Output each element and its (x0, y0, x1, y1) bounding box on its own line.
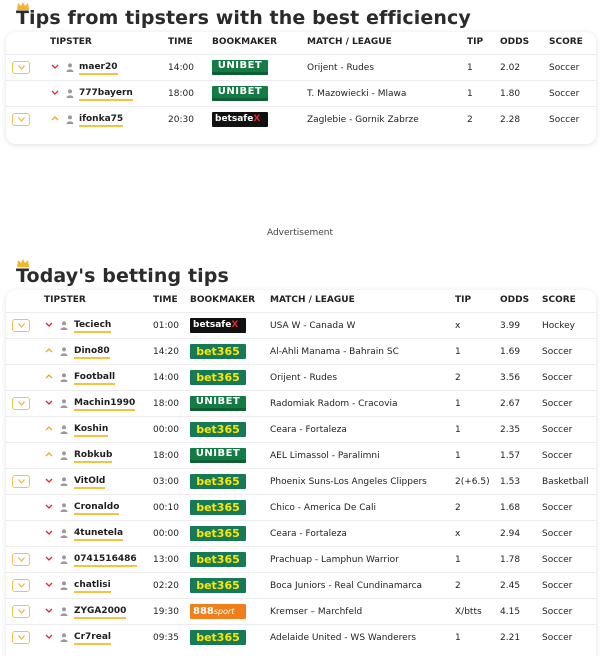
arrow-down-icon (45, 528, 53, 536)
table-row (6, 312, 596, 338)
sport-score: Soccer (542, 607, 573, 617)
user-icon (60, 529, 68, 538)
tipster-link[interactable]: 4tunetela (74, 528, 123, 541)
match-league: Ceara - Fortaleza (270, 529, 347, 539)
arrow-up-icon (51, 114, 59, 122)
arrow-down-icon (45, 554, 53, 562)
table-row (6, 416, 596, 442)
section-title-best-efficiency: Tips from tipsters with the best efficiency (16, 7, 471, 29)
table-row (6, 494, 596, 520)
arrow-down-icon (45, 632, 53, 640)
tip-time: 19:30 (153, 607, 179, 617)
tipster-link[interactable]: Cr7real (74, 632, 111, 645)
odds-value: 3.56 (500, 373, 521, 383)
odds-value: 1.53 (500, 477, 521, 487)
tip-time: 09:35 (153, 633, 179, 643)
match-league: Zaglebie - Gornik Zabrze (307, 115, 419, 125)
tip-time: 14:00 (153, 373, 179, 383)
bet365-logo-text: bet365 (196, 371, 240, 384)
header-odds: ODDS (500, 295, 530, 305)
tip-value: 1 (455, 347, 461, 357)
user-icon (66, 63, 74, 72)
arrow-down-icon (45, 580, 53, 588)
chevron-down-icon (18, 323, 25, 328)
tipster-link[interactable]: ifonka75 (79, 114, 123, 127)
arrow-down-icon (45, 606, 53, 614)
tip-value: x (455, 321, 461, 331)
tip-time: 00:10 (153, 503, 179, 513)
odds-value: 2.94 (500, 529, 521, 539)
tipster-link[interactable]: maer20 (79, 62, 118, 75)
table-row (6, 572, 596, 598)
sport-score: Soccer (542, 425, 573, 435)
expand-button[interactable] (12, 475, 30, 488)
sport-score: Soccer (542, 633, 573, 643)
header-tipster: TIPSTER (44, 295, 86, 305)
sport-score: Soccer (549, 89, 580, 99)
table-header (6, 290, 596, 312)
sport-score: Soccer (542, 399, 573, 409)
user-icon (60, 347, 68, 356)
header-tip: TIP (467, 37, 484, 47)
bet365-logo-text: bet365 (196, 553, 240, 566)
chevron-down-icon (18, 65, 25, 70)
sport-score: Soccer (549, 115, 580, 125)
match-league: AEL Limassol - Paralimni (270, 451, 380, 461)
match-league: Phoenix Suns-Los Angeles Clippers (270, 477, 427, 487)
tipster-link[interactable]: Cronaldo (74, 502, 119, 515)
table-row (6, 468, 596, 494)
unibet-logo-text: UNIBET (217, 86, 263, 97)
user-icon (66, 115, 74, 124)
sport-score: Hockey (542, 321, 575, 331)
tip-time: 00:00 (153, 529, 179, 539)
header-match: MATCH / LEAGUE (307, 37, 392, 47)
table-body (6, 312, 596, 650)
user-icon (60, 607, 68, 616)
expand-button[interactable] (12, 553, 30, 566)
betsafe-logo-text: betsafe (215, 114, 254, 124)
chevron-down-icon (18, 401, 25, 406)
arrow-down-icon (45, 398, 53, 406)
odds-value: 2.28 (500, 115, 521, 125)
tip-value: X/btts (455, 607, 482, 617)
header-score: SCORE (542, 295, 576, 305)
table-row (6, 106, 596, 132)
chevron-down-icon (18, 635, 25, 640)
arrow-down-icon (45, 502, 53, 510)
table-row (6, 364, 596, 390)
arrow-down-icon (51, 62, 59, 70)
user-icon (60, 503, 68, 512)
tip-value: 2 (455, 503, 461, 513)
odds-value: 1.80 (500, 89, 521, 99)
tip-value: x (455, 529, 461, 539)
bet365-logo-text: bet365 (196, 423, 240, 436)
match-league: Ceara - Fortaleza (270, 425, 347, 435)
arrow-up-icon (45, 424, 53, 432)
888sport-logo-suffix: sport (213, 607, 235, 616)
tipster-link[interactable]: Teciech (74, 320, 111, 333)
tipster-link[interactable]: VitOld (74, 476, 105, 489)
header-time: TIME (168, 37, 193, 47)
header-tip: TIP (455, 295, 472, 305)
tip-time: 03:00 (153, 477, 179, 487)
expand-button[interactable] (12, 113, 30, 126)
tip-time: 18:00 (168, 89, 194, 99)
table-row (6, 80, 596, 106)
header-time: TIME (153, 295, 178, 305)
unibet-logo-text: UNIBET (195, 448, 241, 459)
match-league: Chico - America De Cali (270, 503, 377, 513)
888sport-logo-text: 888 (193, 606, 214, 617)
table-row (6, 338, 596, 364)
table-row (6, 598, 596, 624)
match-league: Kremser – Marchfeld (270, 607, 363, 617)
odds-value: 2.67 (500, 399, 521, 409)
tip-value: 2 (455, 581, 461, 591)
tip-time: 20:30 (168, 115, 194, 125)
user-icon (60, 399, 68, 408)
sport-score: Soccer (542, 555, 573, 565)
tip-value: 1 (455, 633, 461, 643)
arrow-up-icon (45, 346, 53, 354)
chevron-down-icon (18, 557, 25, 562)
tip-time: 14:20 (153, 347, 179, 357)
table-row (6, 546, 596, 572)
betsafe-logo-text: betsafe (193, 320, 232, 330)
advertisement-label: Advertisement (266, 228, 334, 238)
tip-value: 1 (455, 425, 461, 435)
expand-button[interactable] (12, 319, 30, 332)
table-row (6, 54, 596, 80)
table-row (6, 624, 596, 650)
tip-time: 14:00 (168, 63, 194, 73)
table-row (6, 390, 596, 416)
odds-value: 2.45 (500, 581, 521, 591)
match-league: Al-Ahli Manama - Bahrain SC (270, 347, 399, 357)
expand-button[interactable] (12, 61, 30, 74)
user-icon (60, 477, 68, 486)
header-bookmaker: BOOKMAKER (212, 37, 278, 47)
tip-value: 1 (455, 399, 461, 409)
odds-value: 3.99 (500, 321, 521, 331)
tip-time: 02:20 (153, 581, 179, 591)
odds-value: 1.68 (500, 503, 521, 513)
user-icon (60, 555, 68, 564)
tipster-link[interactable]: ZYGA2000 (74, 606, 126, 619)
bet365-logo-text: bet365 (196, 475, 240, 488)
tipster-link[interactable]: chatlisi (74, 580, 111, 593)
arrow-down-icon (51, 88, 59, 96)
bet365-logo-text: bet365 (196, 345, 240, 358)
match-league: Adelaide United - WS Wanderers (270, 633, 417, 643)
expand-button[interactable] (12, 579, 30, 592)
header-bookmaker: BOOKMAKER (190, 295, 256, 305)
tip-value: 1 (467, 63, 473, 73)
user-icon (60, 633, 68, 642)
header-odds: ODDS (500, 37, 530, 47)
tip-time: 00:00 (153, 425, 179, 435)
tipster-link[interactable]: Machin1990 (74, 398, 135, 411)
user-icon (60, 425, 68, 434)
unibet-logo-text: UNIBET (195, 396, 241, 407)
tipster-link[interactable]: Koshin (74, 424, 108, 437)
arrow-down-icon (45, 476, 53, 484)
todays-tips-table (6, 290, 596, 656)
bet365-logo-text: bet365 (196, 579, 240, 592)
header-score: SCORE (549, 37, 583, 47)
tip-value: 2 (455, 373, 461, 383)
match-league: Radomiak Radom - Cracovia (270, 399, 398, 409)
betsafe-logo-mark: X (231, 320, 239, 330)
bet365-logo-text: bet365 (196, 527, 240, 540)
user-icon (60, 373, 68, 382)
match-league: Orijent - Rudes (270, 373, 338, 383)
betsafe-logo-mark: X (253, 114, 261, 124)
expand-button[interactable] (12, 397, 30, 410)
table-row (6, 520, 596, 546)
bet365-logo-text: bet365 (196, 631, 240, 644)
sport-score: Soccer (542, 581, 573, 591)
sport-score: Soccer (542, 373, 573, 383)
tip-time: 01:00 (153, 321, 179, 331)
sport-score: Basketball (542, 477, 589, 487)
best-efficiency-table (6, 32, 596, 144)
odds-value: 4.15 (500, 607, 521, 617)
tipster-link[interactable]: 777bayern (79, 88, 133, 101)
odds-value: 1.69 (500, 347, 521, 357)
chevron-down-icon (18, 583, 25, 588)
table-header (6, 32, 596, 54)
table-row (6, 442, 596, 468)
arrow-up-icon (45, 450, 53, 458)
match-league: Boca Juniors - Real Cundinamarca (270, 581, 423, 591)
odds-value: 2.02 (500, 63, 521, 73)
tip-value: 1 (467, 89, 473, 99)
sport-score: Soccer (542, 503, 573, 513)
sport-score: Soccer (542, 347, 573, 357)
match-league: Prachuap - Lamphun Warrior (270, 555, 399, 565)
bet365-logo-text: bet365 (196, 501, 240, 514)
expand-button[interactable] (12, 605, 30, 618)
tipster-link[interactable]: Dino80 (74, 346, 110, 359)
expand-button[interactable] (12, 631, 30, 644)
section-title-todays-tips: Today's betting tips (16, 265, 229, 287)
arrow-down-icon (45, 320, 53, 328)
odds-value: 1.78 (500, 555, 521, 565)
header-match: MATCH / LEAGUE (270, 295, 355, 305)
sport-score: Soccer (542, 529, 573, 539)
user-icon (60, 451, 68, 460)
header-tipster: TIPSTER (50, 37, 92, 47)
match-league: USA W - Canada W (270, 321, 356, 331)
odds-value: 2.21 (500, 633, 521, 643)
tip-value: 1 (455, 555, 461, 565)
tip-value: 2 (467, 115, 473, 125)
match-league: Orijent - Rudes (307, 63, 375, 73)
odds-value: 2.35 (500, 425, 521, 435)
tipster-link[interactable]: Football (74, 372, 115, 385)
tip-time: 18:00 (153, 399, 179, 409)
table-body (6, 54, 596, 132)
tip-time: 13:00 (153, 555, 179, 565)
chevron-down-icon (18, 609, 25, 614)
unibet-logo-text: UNIBET (217, 60, 263, 71)
user-icon (60, 581, 68, 590)
tipster-link[interactable]: 0741516486 (74, 554, 137, 567)
chevron-down-icon (18, 479, 25, 484)
tip-value: 2(+6.5) (455, 477, 490, 487)
chevron-down-icon (18, 117, 25, 122)
odds-value: 1.57 (500, 451, 521, 461)
sport-score: Soccer (549, 63, 580, 73)
user-icon (60, 321, 68, 330)
user-icon (66, 89, 74, 98)
arrow-up-icon (45, 372, 53, 380)
match-league: T. Mazowiecki - Mlawa (307, 89, 407, 99)
tipster-link[interactable]: Robkub (74, 450, 112, 463)
tip-time: 18:00 (153, 451, 179, 461)
tip-value: 1 (455, 451, 461, 461)
sport-score: Soccer (542, 451, 573, 461)
